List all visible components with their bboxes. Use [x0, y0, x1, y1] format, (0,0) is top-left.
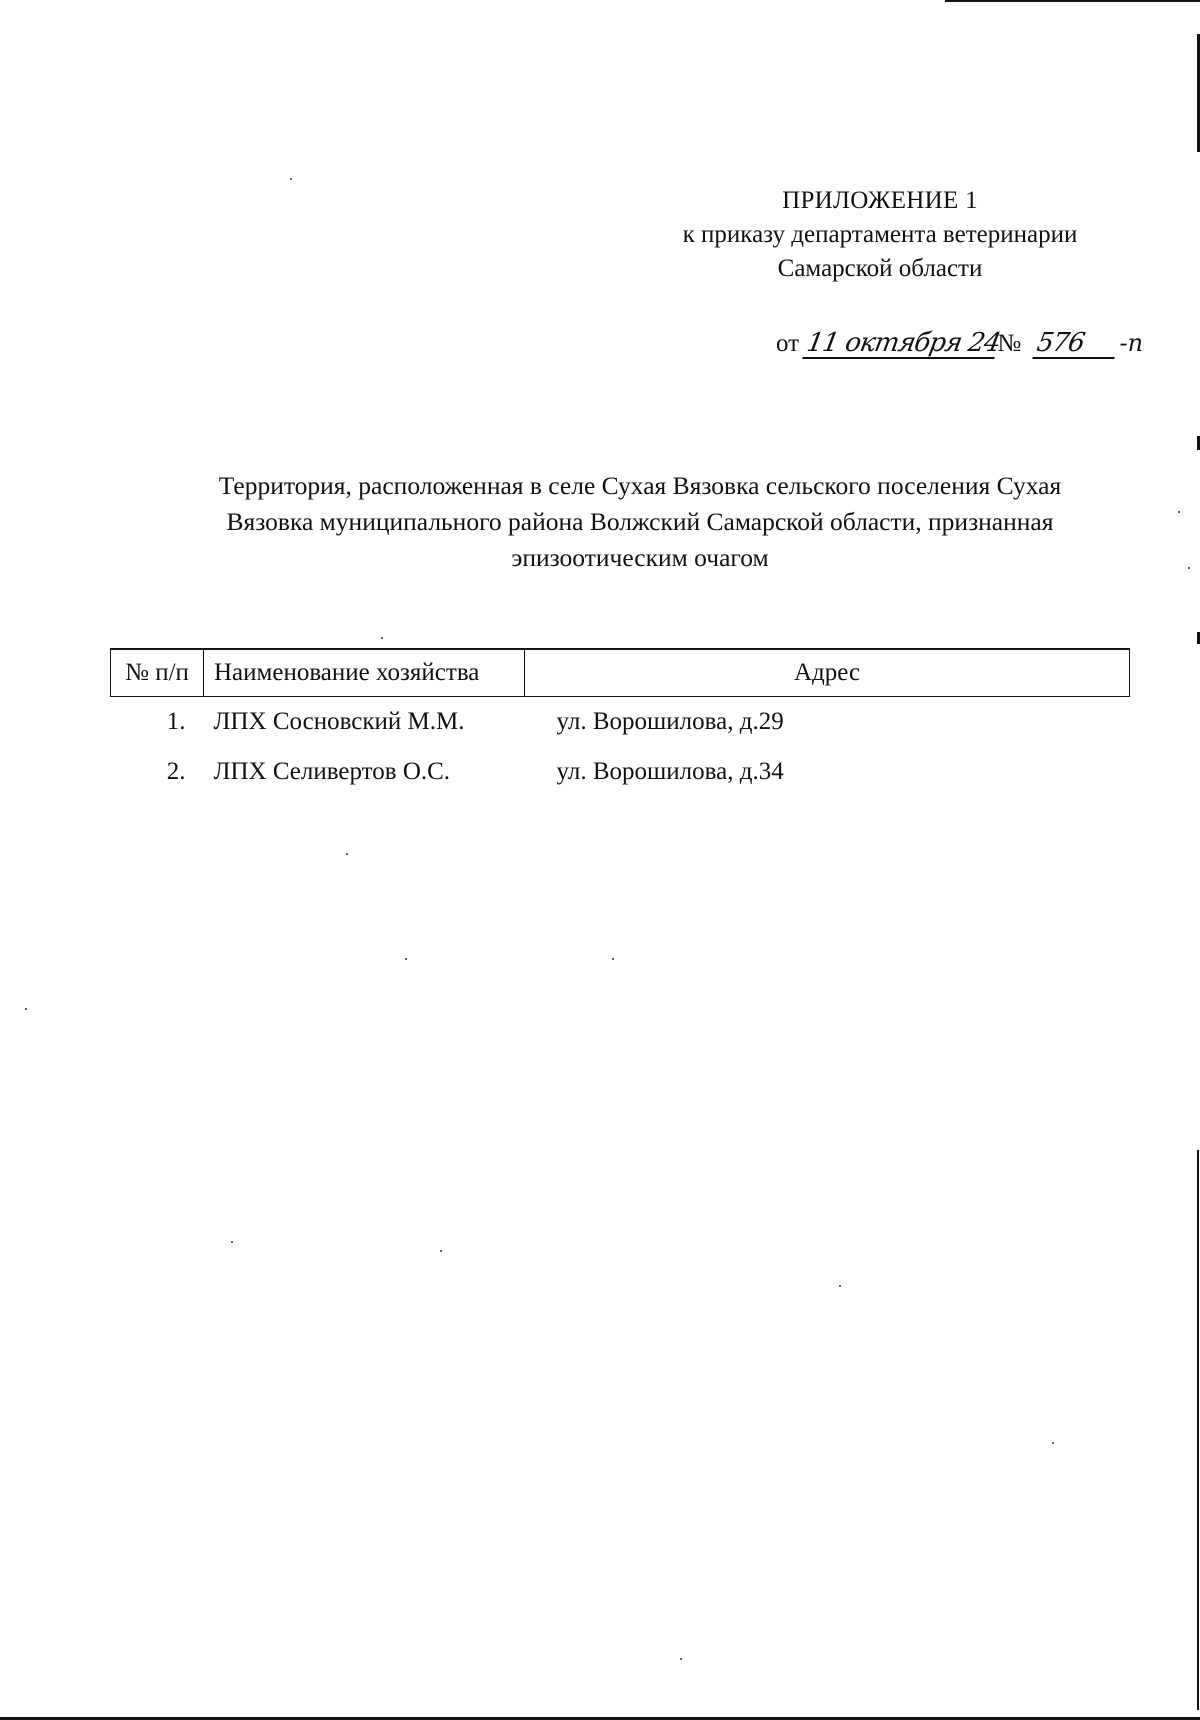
header-farm-name: Наименование хозяйства: [204, 649, 525, 697]
appendix-line-region: Самарской области: [777, 255, 983, 282]
scan-speck: [25, 1008, 27, 1010]
scan-edge-right-lower: [1197, 1150, 1199, 1710]
order-reference: [776, 326, 1143, 361]
scan-speck: [839, 1285, 841, 1287]
row-farm-name: ЛПХ Селивертов О.С.: [213, 758, 451, 785]
table-row: [111, 697, 1130, 748]
header-address: Адрес: [525, 649, 1130, 697]
scan-speck: [1178, 511, 1180, 513]
appendix-line-order: к приказу департамента ветеринарии: [682, 221, 1078, 248]
order-date-handwritten: 11 октября 24: [803, 329, 1000, 359]
row-num: 1.: [166, 708, 186, 735]
scan-edge-top: [945, 0, 1200, 2]
scan-speck: [440, 1250, 442, 1252]
farms-table: [110, 648, 1130, 797]
scan-speck: [405, 958, 407, 960]
row-num: 2.: [166, 758, 186, 785]
order-number-label: №: [997, 330, 1022, 357]
farms-table-container: [110, 648, 1130, 797]
order-number-handwritten: 576: [1033, 329, 1120, 359]
scan-speck: [680, 1658, 682, 1660]
header-num: № п/п: [111, 649, 204, 697]
document-title: [160, 468, 1120, 576]
scan-speck: [231, 1241, 233, 1243]
appendix-header: [640, 184, 1120, 286]
scan-speck: [612, 958, 614, 960]
table-row: [111, 747, 1130, 797]
title-line-2: Вязовка муниципального района Волжский Самарской области, признанная: [226, 507, 1054, 536]
row-farm-name: ЛПХ Сосновский М.М.: [213, 708, 465, 735]
appendix-heading: ПРИЛОЖЕНИЕ 1: [782, 187, 978, 214]
row-address: ул. Ворошилова, д.34: [556, 758, 784, 785]
order-number-suffix: -п: [1119, 329, 1144, 357]
order-from-label: от: [776, 330, 800, 357]
title-line-3: эпизоотическим очагом: [511, 543, 769, 572]
scan-speck: [1188, 567, 1190, 569]
scan-speck: [290, 178, 292, 180]
table-header-row: [111, 649, 1130, 697]
scan-speck: [346, 853, 348, 855]
row-address: ул. Ворошилова, д.29: [556, 708, 784, 735]
title-line-1: Территория, расположенная в селе Сухая Вязовка сельского поселения Сухая: [218, 471, 1062, 500]
scan-speck: [381, 637, 383, 639]
scan-speck: [1052, 1442, 1054, 1444]
